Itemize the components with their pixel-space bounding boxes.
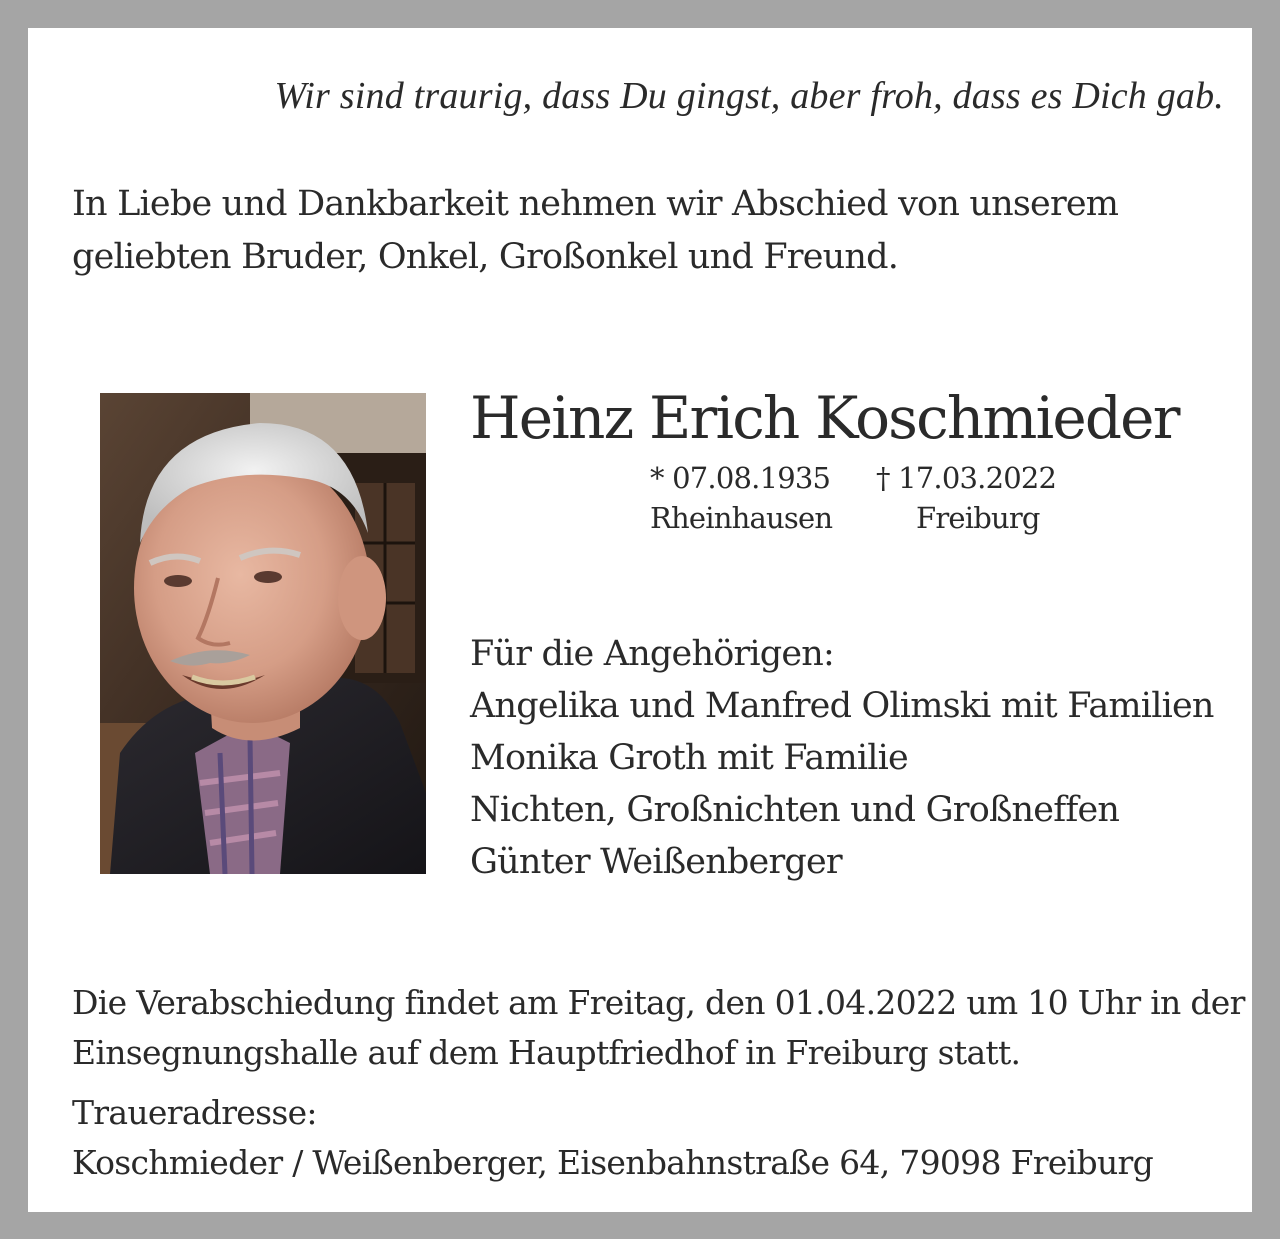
relative-name: Monika Groth mit Familie bbox=[470, 738, 908, 778]
relative-name: Nichten, Großnichten und Großneffen bbox=[470, 790, 1120, 830]
intro-line-2: geliebten Bruder, Onkel, Großonkel und Freund. bbox=[72, 237, 899, 277]
address-label: Traueradresse: bbox=[72, 1093, 317, 1132]
birth-date: 07.08.1935 bbox=[672, 461, 831, 495]
birth-symbol: * bbox=[650, 461, 664, 495]
mourning-address bbox=[72, 1088, 1153, 1188]
intro-text bbox=[72, 178, 1212, 284]
relative-name: Günter Weißenberger bbox=[470, 842, 842, 882]
address-value: Koschmieder / Weißenberger, Eisenbahnstraße 64, 79098 Freiburg bbox=[72, 1143, 1154, 1182]
portrait-photo bbox=[100, 393, 426, 874]
deceased-name: Heinz Erich Koschmieder bbox=[470, 384, 1179, 452]
birth-place: Rheinhausen bbox=[650, 501, 833, 535]
birth-info bbox=[650, 458, 833, 535]
relatives-block bbox=[470, 628, 1214, 888]
intro-line-1: In Liebe und Dankbarkeit nehmen wir Abschied von unserem bbox=[72, 184, 1119, 224]
service-line-1: Die Verabschiedung findet am Freitag, den 01.04.2022 um 10 Uhr in der bbox=[72, 983, 1245, 1022]
cross-icon: † bbox=[876, 461, 890, 495]
death-place: Freiburg bbox=[916, 501, 1040, 535]
death-info bbox=[876, 458, 1057, 535]
motto-quote: Wir sind traurig, dass Du gingst, aber froh, dass es Dich gab. bbox=[274, 75, 1224, 117]
obituary-card bbox=[28, 28, 1252, 1212]
relative-name: Angelika und Manfred Olimski mit Familien bbox=[470, 686, 1214, 726]
relatives-heading: Für die Angehörigen: bbox=[470, 634, 835, 674]
death-date: 17.03.2022 bbox=[898, 461, 1057, 495]
service-line-2: Einsegnungshalle auf dem Hauptfriedhof in Freiburg statt. bbox=[72, 1033, 1021, 1072]
service-info bbox=[72, 978, 1245, 1078]
